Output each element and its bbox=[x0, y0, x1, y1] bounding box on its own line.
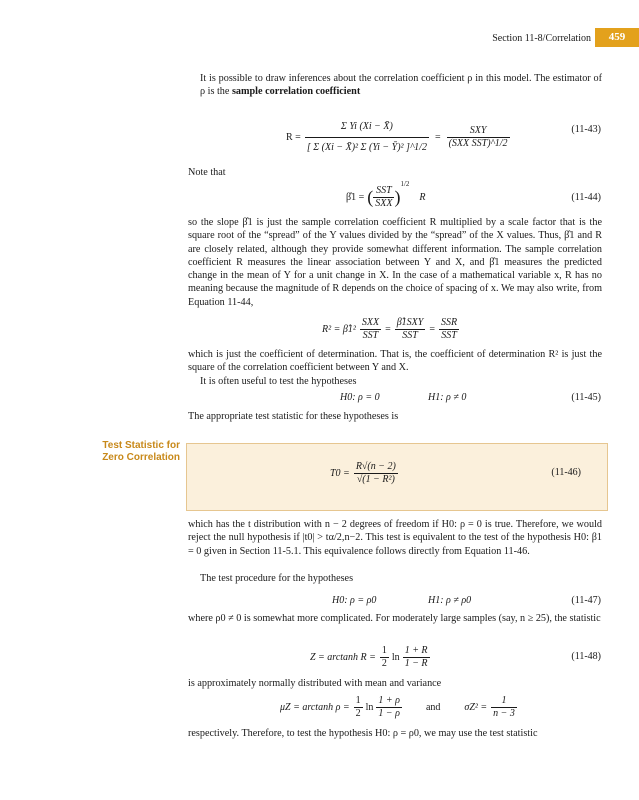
eq1146-lhs: T0 = bbox=[330, 467, 350, 479]
eqmv-mu: μZ = arctanh ρ = bbox=[280, 701, 350, 713]
eq1146-fraction bbox=[354, 461, 398, 486]
paragraph-slope: so the slope β̂1 is just the sample correlation coefficient R multiplied by a scale factor that is the square root of the “spread” of the Y values divided by the “spread” of the X values. Thus, β̂1 and R are closely related, although they provide somewhat different information. The sample correlation coefficient R measures the linear association between Y and X, and β̂1 measures the predicted change in the mean of Y for a unit change in X. In the case of a mathematical variable x, R has no meaning because the magnitude of R depends on the choice of spacing of x. We may also write, from Equation 11-44, bbox=[188, 217, 602, 308]
sidebar-label: Test Statistic for Zero Correlation bbox=[102, 440, 180, 463]
eqr2-f2d: SST bbox=[402, 329, 418, 341]
eq-number-11-43: (11-43) bbox=[571, 124, 601, 135]
paragraph-t-distribution: which has the t distribution with n − 2 degrees of freedom if H0: ρ = 0 is true. Therefore, we would reject the null hypothesis if |t0| > tα/2,n−2. This test is equivalent to the test of the hypothesis H0: β1 = 0 given in Section 11-5.1. This equivalence follows directly from Equation 11-46. bbox=[188, 519, 602, 557]
eqr2-f1n: SXX bbox=[361, 316, 380, 328]
paragraph-respectively: respectively. Therefore, to test the hypothesis H0: ρ = ρ0, we may use the test statistic bbox=[188, 728, 538, 739]
eqr2-frac3 bbox=[439, 317, 459, 342]
eqmv-half bbox=[354, 695, 363, 720]
eqr2-frac1 bbox=[360, 317, 381, 342]
eqmv-num: 1 + ρ bbox=[378, 694, 400, 706]
eq1144-lhs: β̂1 = bbox=[346, 191, 365, 203]
eq1148-fraction bbox=[403, 645, 430, 670]
eq1148-num: 1 + R bbox=[404, 644, 428, 656]
running-header: Section 11-8/Correlation bbox=[492, 33, 591, 44]
equation-11-44: β̂1 = ( $\frac{\text{SST}}{\text{SXX}}$ ) $^{1/2}$ R bbox=[346, 180, 426, 209]
page-number-badge: 459 bbox=[595, 28, 639, 47]
eqr2-frac2 bbox=[395, 317, 426, 342]
equation-mean-variance bbox=[280, 692, 517, 722]
eq1144-exponent: 1/2 bbox=[400, 180, 410, 188]
paragraph-test-hyp bbox=[188, 375, 602, 388]
paragraph-procedure bbox=[188, 572, 602, 585]
eq1148-den: 1 − R bbox=[404, 657, 428, 669]
eq1143-equals: = bbox=[434, 131, 441, 143]
paragraph-intro bbox=[188, 72, 602, 99]
eq-number-11-46: (11-46) bbox=[551, 467, 581, 478]
eqmv-sd: n − 3 bbox=[493, 707, 515, 719]
eqmv-and: and bbox=[425, 701, 441, 713]
eq1143-denominator: [ Σ (Xi − X̄)² Σ (Yi − Ȳ)² ]^1/2 bbox=[306, 141, 427, 153]
eq1146-den: √(1 − R²) bbox=[356, 473, 395, 485]
eq1144-tail: R bbox=[419, 191, 426, 203]
eq1144-num: SST bbox=[373, 185, 394, 198]
eqr2-f3n: SSR bbox=[441, 316, 458, 328]
note-that: Note that bbox=[188, 167, 226, 178]
eq1144-den: SXX bbox=[375, 197, 393, 209]
intro-bold-term: sample correlation coefficient bbox=[231, 86, 361, 98]
eqr2-f1d: SST bbox=[362, 329, 379, 341]
eq1148-ln: ln bbox=[391, 651, 400, 663]
eqmv-cd: 2 bbox=[355, 707, 361, 719]
eqmv-sigma: σZ² = bbox=[464, 701, 488, 713]
eq1147-h0: H0: ρ = ρ0 bbox=[332, 595, 377, 606]
eq1143-fraction-right bbox=[447, 125, 510, 150]
procedure-text: The test procedure for the hypotheses bbox=[200, 573, 354, 584]
eq-number-11-45: (11-45) bbox=[571, 392, 601, 403]
eq1144-fraction bbox=[373, 185, 394, 210]
eq1143-rden: (SXX SST)^1/2 bbox=[448, 137, 508, 149]
eqmv-var-fraction bbox=[491, 695, 517, 720]
eq1148-cd: 2 bbox=[381, 657, 387, 669]
eq1143-numerator: Σ Yi (Xi − X̄) bbox=[305, 121, 429, 138]
eq-number-11-48: (11-48) bbox=[571, 651, 601, 662]
eqr2-lhs: R² = β̂1² bbox=[322, 323, 356, 335]
eq1146-num: R√(n − 2) bbox=[355, 460, 396, 472]
eqmv-ln: ln bbox=[365, 701, 374, 713]
eq1145-h0: H0: ρ = 0 bbox=[340, 392, 380, 403]
eqr2-f3d: SST bbox=[441, 329, 457, 341]
eq1143-rnum: SXY bbox=[447, 125, 510, 138]
equation-11-48 bbox=[310, 640, 430, 674]
eq1143-lhs: R = bbox=[286, 131, 301, 143]
paragraph-determination: which is just the coefficient of determination. That is, the coefficient of determination R² is just the square of the correlation coefficient between Y and X. bbox=[188, 349, 602, 374]
eq1148-lhs: Z = arctanh R = bbox=[310, 651, 376, 663]
test-hyp-text: It is often useful to test the hypotheses bbox=[200, 376, 357, 387]
eqmv-sn: 1 bbox=[491, 695, 517, 708]
eq1148-half bbox=[380, 645, 389, 670]
paragraph-appropriate: The appropriate test statistic for these hypotheses is bbox=[188, 411, 399, 422]
eq1148-c: 1 bbox=[381, 644, 387, 656]
paragraph-rho-zero: where ρ0 ≠ 0 is somewhat more complicated. For moderately large samples (say, n ≥ 25), the statistic bbox=[188, 613, 601, 624]
eqmv-c: 1 bbox=[355, 694, 361, 706]
paragraph-normal: is approximately normally distributed with mean and variance bbox=[188, 678, 442, 689]
eq-number-11-47: (11-47) bbox=[571, 595, 601, 606]
equation-r-squared: R² = β̂1² $\frac{\text{SXX}}{\text{SST}}$ = $\frac{\text{β̂1SXY}}{\text{SST}}$ = $\frac{\text{SSR}}{\text{SST}}$ bbox=[322, 316, 458, 341]
eq1143-fraction bbox=[305, 121, 429, 154]
eqmv-fraction bbox=[376, 695, 402, 720]
equation-11-43 bbox=[286, 112, 510, 162]
eqmv-den: 1 − ρ bbox=[378, 707, 400, 719]
eqr2-f2n: β̂1SXY bbox=[396, 316, 424, 328]
eq1147-h1: H1: ρ ≠ ρ0 bbox=[428, 595, 472, 606]
intro-text: It is possible to draw inferences about the correlation coefficient ρ in this model. The estimator of ρ is the bbox=[200, 73, 602, 98]
eq1145-h1: H1: ρ ≠ 0 bbox=[428, 392, 467, 403]
equation-11-46 bbox=[330, 456, 398, 490]
eq-number-11-44: (11-44) bbox=[571, 192, 601, 203]
